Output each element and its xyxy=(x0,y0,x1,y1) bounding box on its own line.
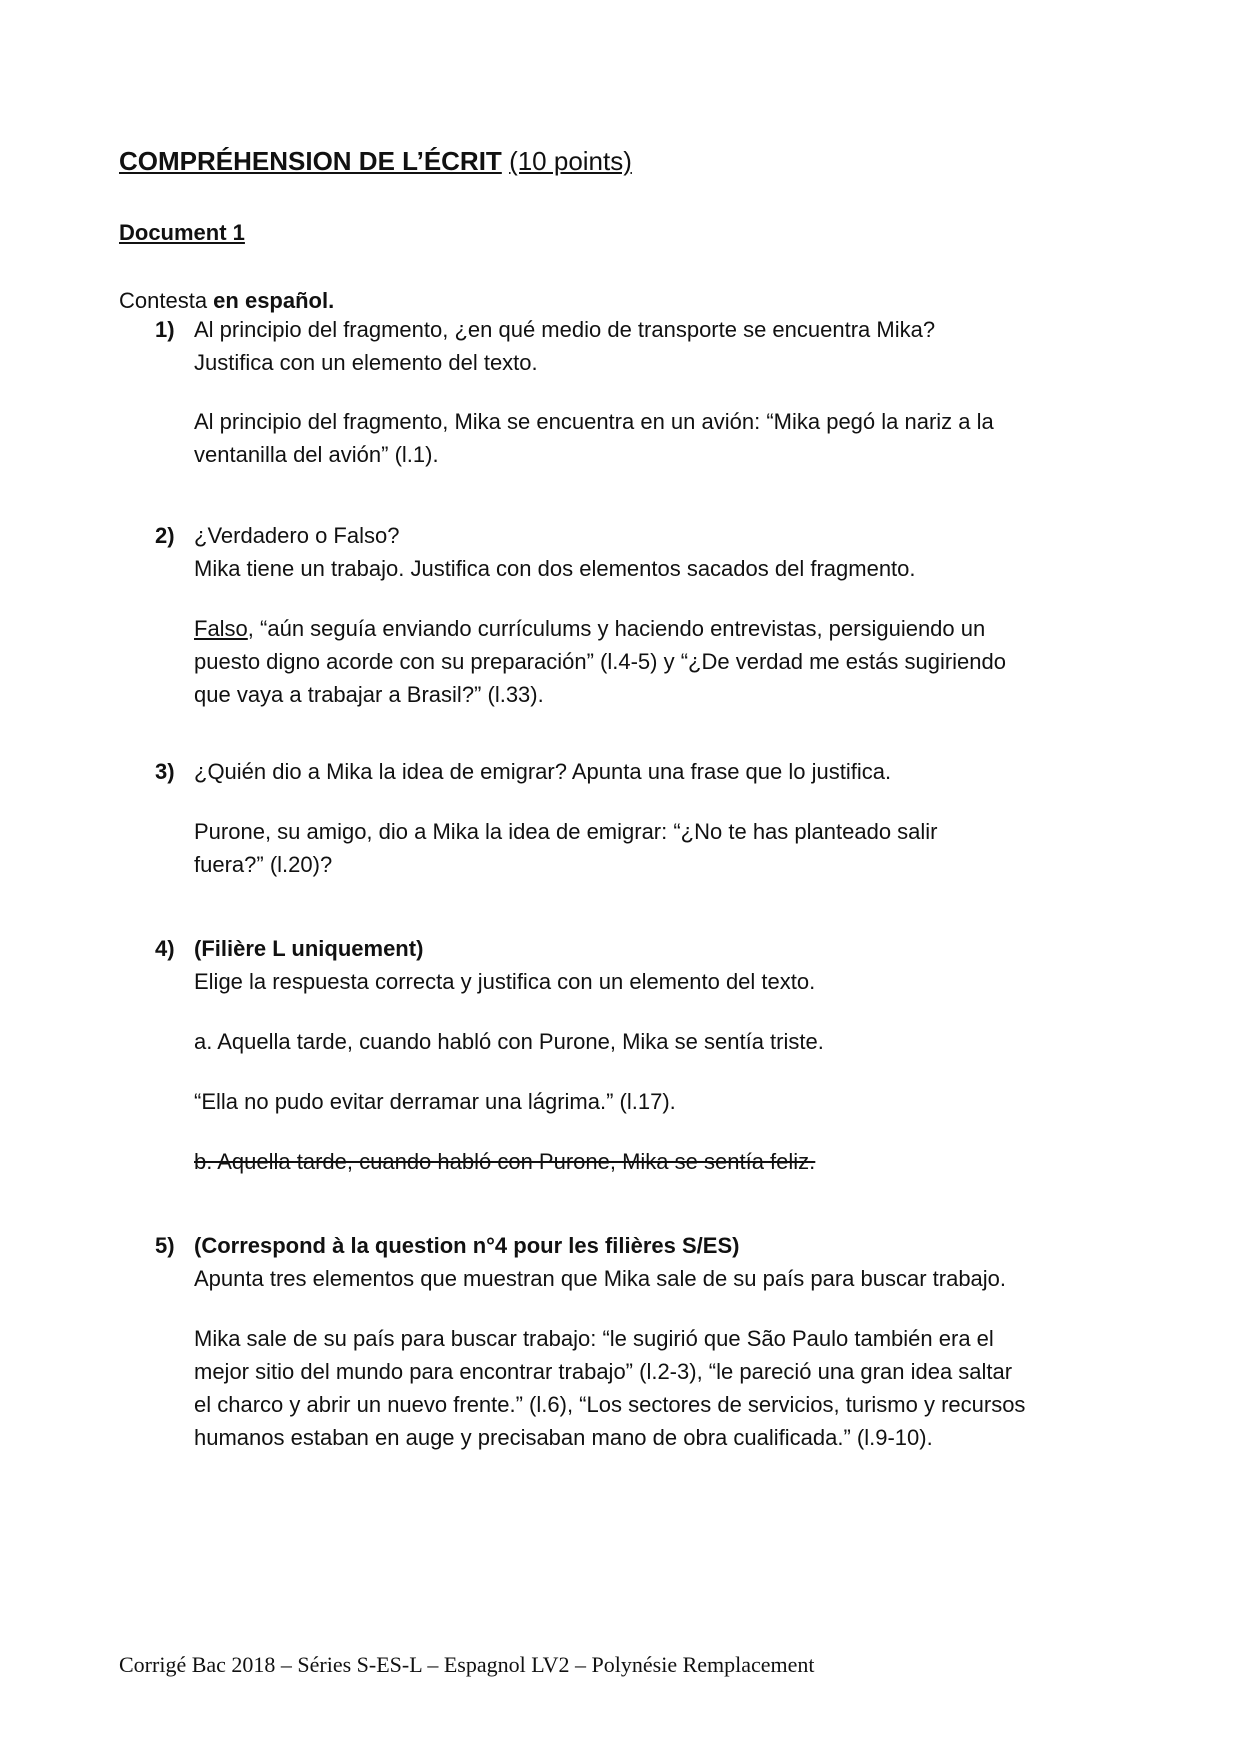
answer-line: Mika sale de su país para buscar trabajo: “le sugirió que São Paulo también era el xyxy=(194,1326,994,1351)
instruction-language: en español. xyxy=(213,288,335,313)
answer-line: Purone, su amigo, dio a Mika la idea de emigrar: “¿No te has planteado salir xyxy=(194,819,938,844)
answer-line: Al principio del fragmento, Mika se encuentra en un avión: “Mika pegó la nariz a la xyxy=(194,409,994,434)
page-footer: Corrigé Bac 2018 – Séries S-ES-L – Espagnol LV2 – Polynésie Remplacement xyxy=(119,1652,815,1677)
answer-line: puesto digno acorde con su preparación” (l.4-5) y “¿De verdad me estás sugiriendo xyxy=(194,649,1006,674)
option-b-struck: b. Aquella tarde, cuando habló con Purone, Mika se sentía feliz. xyxy=(194,1149,816,1174)
section-title xyxy=(119,146,632,177)
question-prompt-line: ¿Quién dio a Mika la idea de emigrar? Apunta una frase que lo justifica. xyxy=(194,759,892,784)
answer-line: que vaya a trabajar a Brasil?” (l.33). xyxy=(194,682,544,707)
question-prompt-line: ¿Verdadero o Falso? xyxy=(194,523,400,548)
question-number: 5) xyxy=(155,1233,175,1258)
answer-line: mejor sitio del mundo para encontrar trabajo” (l.2-3), “le pareció una gran idea saltar xyxy=(194,1359,1013,1384)
question-5 xyxy=(155,1229,1155,1454)
section-points: (10 points) xyxy=(509,146,632,176)
question-3 xyxy=(155,755,1155,881)
option-a: a. Aquella tarde, cuando habló con Purone, Mika se sentía triste. xyxy=(194,1029,824,1054)
answer-verdict: Falso xyxy=(194,616,248,641)
answer-quote: “Ella no pudo evitar derramar una lágrima.” (l.17). xyxy=(194,1089,676,1114)
question-2 xyxy=(155,519,1155,711)
question-heading: (Filière L uniquement) xyxy=(194,936,424,961)
question-number: 2) xyxy=(155,523,175,548)
section-title-text: COMPRÉHENSION DE L’ÉCRIT xyxy=(119,146,502,176)
question-prompt-line: Elige la respuesta correcta y justifica con un elemento del texto. xyxy=(194,969,816,994)
document-label: Document 1 xyxy=(119,220,245,245)
question-number: 1) xyxy=(155,317,175,342)
instruction-text: Contesta xyxy=(119,288,214,313)
answer-line: el charco y abrir un nuevo frente.” (l.6), “Los sectores de servicios, turismo y recursos xyxy=(194,1392,1026,1417)
answer-line xyxy=(194,612,1155,645)
question-1 xyxy=(155,313,1155,471)
question-prompt-line: Justifica con un elemento del texto. xyxy=(194,350,538,375)
question-heading: (Correspond à la question n°4 pour les filières S/ES) xyxy=(194,1233,740,1258)
instruction xyxy=(119,288,334,314)
question-number: 3) xyxy=(155,759,175,784)
answer-line: humanos estaban en auge y precisaban mano de obra cualificada.” (l.9-10). xyxy=(194,1425,933,1450)
question-prompt-line: Apunta tres elementos que muestran que Mika sale de su país para buscar trabajo. xyxy=(194,1266,1007,1291)
answer-line: fuera?” (l.20)? xyxy=(194,852,333,877)
question-prompt-line: Al principio del fragmento, ¿en qué medio de transporte se encuentra Mika? xyxy=(194,317,936,342)
question-prompt-line: Mika tiene un trabajo. Justifica con dos elementos sacados del fragmento. xyxy=(194,556,916,581)
answer-text: , “aún seguía enviando currículums y haciendo entrevistas, persiguiendo un xyxy=(247,616,986,641)
answer-line: ventanilla del avión” (l.1). xyxy=(194,442,439,467)
question-number: 4) xyxy=(155,936,175,961)
question-4 xyxy=(155,932,1155,1178)
